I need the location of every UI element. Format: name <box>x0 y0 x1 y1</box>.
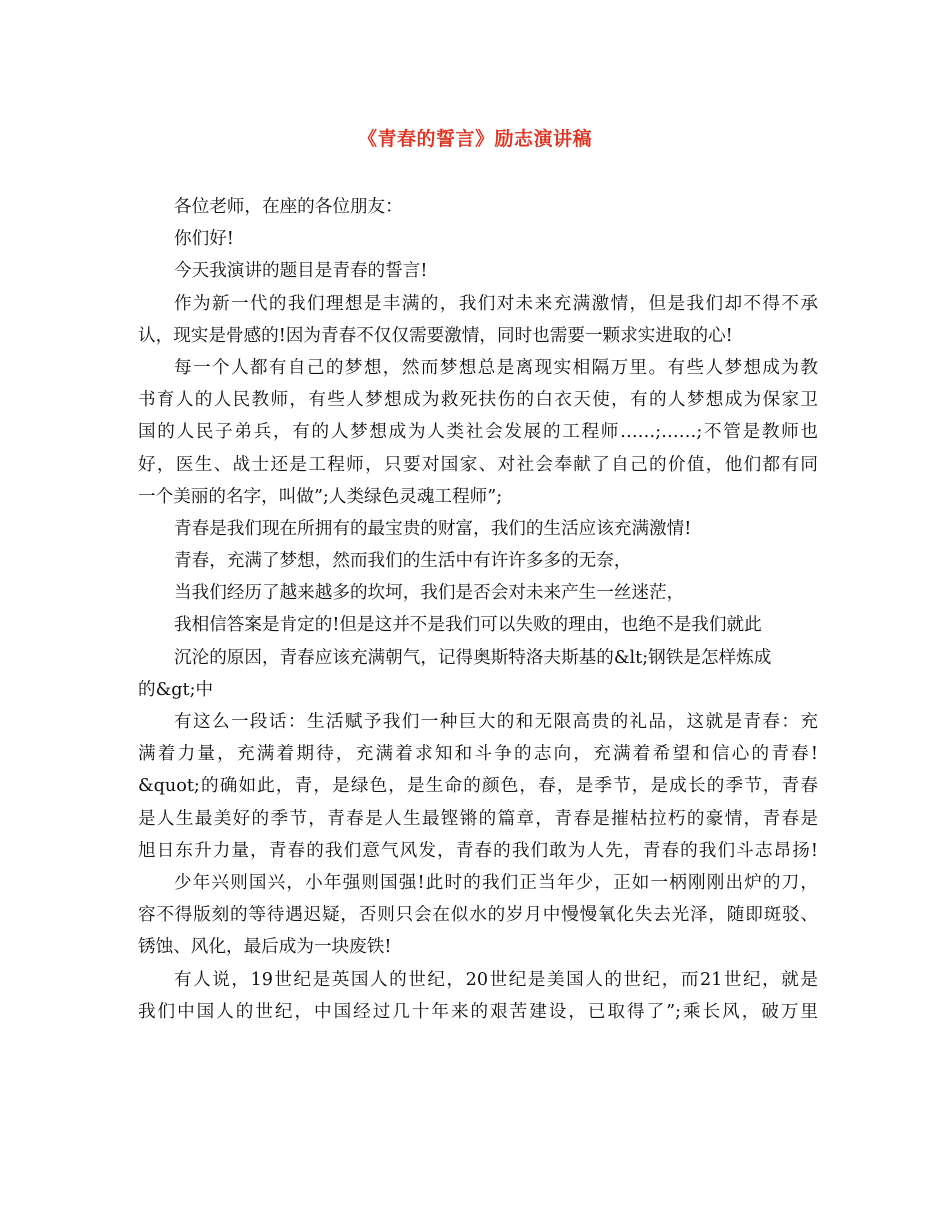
body-line: 有人说，19世纪是英国人的世纪，20世纪是美国人的世纪，而21世纪，就是 <box>174 969 818 990</box>
body-line: 锈蚀、风化，最后成为一块废铁! <box>138 937 392 958</box>
body-line: 我们中国人的世纪，中国经过几十年来的艰苦建设，已取得了”;乘长风，破万里 <box>138 1001 818 1022</box>
body-line: 当我们经历了越来越多的坎坷，我们是否会对未来产生一丝迷茫， <box>174 583 685 604</box>
body-line: 沉沦的原因，青春应该充满朝气，记得奥斯特洛夫斯基的&lt;钢铁是怎样炼成 <box>174 647 772 668</box>
body-line: 的&gt;中 <box>138 679 214 700</box>
body-line: 少年兴则国兴，小年强则国强!此时的我们正当年少，正如一柄刚刚出炉的刀， <box>174 872 818 893</box>
body-line: 今天我演讲的题目是青春的誓言! <box>174 261 428 282</box>
body-line: 是人生最美好的季节，青春是人生最铿锵的篇章，青春是摧枯拉朽的豪情，青春是 <box>138 808 818 829</box>
body-line: 认，现实是骨感的!因为青春不仅仅需要激情，同时也需要一颗求实进取的心! <box>138 325 733 346</box>
body-line: 作为新一代的我们理想是丰满的，我们对未来充满激情，但是我们却不得不承 <box>174 293 818 314</box>
body-line: 我相信答案是肯定的!但是这并不是我们可以失败的理由，也绝不是我们就此 <box>174 615 762 636</box>
body-line: &quot;的确如此，青，是绿色，是生命的颜色，春，是季节，是成长的季节，青春 <box>138 776 818 797</box>
body-line: 各位老师，在座的各位朋友： <box>174 197 403 217</box>
body-line: 你们好! <box>174 229 234 250</box>
document-body <box>138 191 818 1028</box>
body-line: 一个美丽的名字，叫做”;人类绿色灵魂工程师”; <box>138 486 503 507</box>
body-line: 书育人的人民教师，有些人梦想成为救死扶伤的白衣天使，有的人梦想成为保家卫 <box>138 390 818 411</box>
body-line: 有这么一段话：生活赋予我们一种巨大的和无限高贵的礼品，这就是青春：充 <box>174 712 818 732</box>
body-line: 每一个人都有自己的梦想，然而梦想总是离现实相隔万里。有些人梦想成为教 <box>174 357 818 378</box>
body-line: 青春是我们现在所拥有的最宝贵的财富，我们的生活应该充满激情! <box>174 518 692 539</box>
document-title: 《青春的誓言》励志演讲稿 <box>357 128 592 150</box>
body-line: 旭日东升力量，青春的我们意气风发，青春的我们敢为人先，青春的我们斗志昂扬! <box>138 840 818 861</box>
body-line: 国的人民子弟兵，有的人梦想成为人类社会发展的工程师……;……;不管是教师也 <box>138 422 818 443</box>
body-line: 容不得版刻的等待遇迟疑，否则只会在似水的岁月中慢慢氧化失去光泽，随即斑驳、 <box>138 905 818 926</box>
body-line: 满着力量，充满着期待，充满着求知和斗争的志向，充满着希望和信心的青春! <box>138 744 818 765</box>
body-line: 青春，充满了梦想，然而我们的生活中有许许多多的无奈， <box>174 551 632 572</box>
body-line: 好，医生、战士还是工程师，只要对国家、对社会奉献了自己的价值，他们都有同 <box>138 454 818 475</box>
